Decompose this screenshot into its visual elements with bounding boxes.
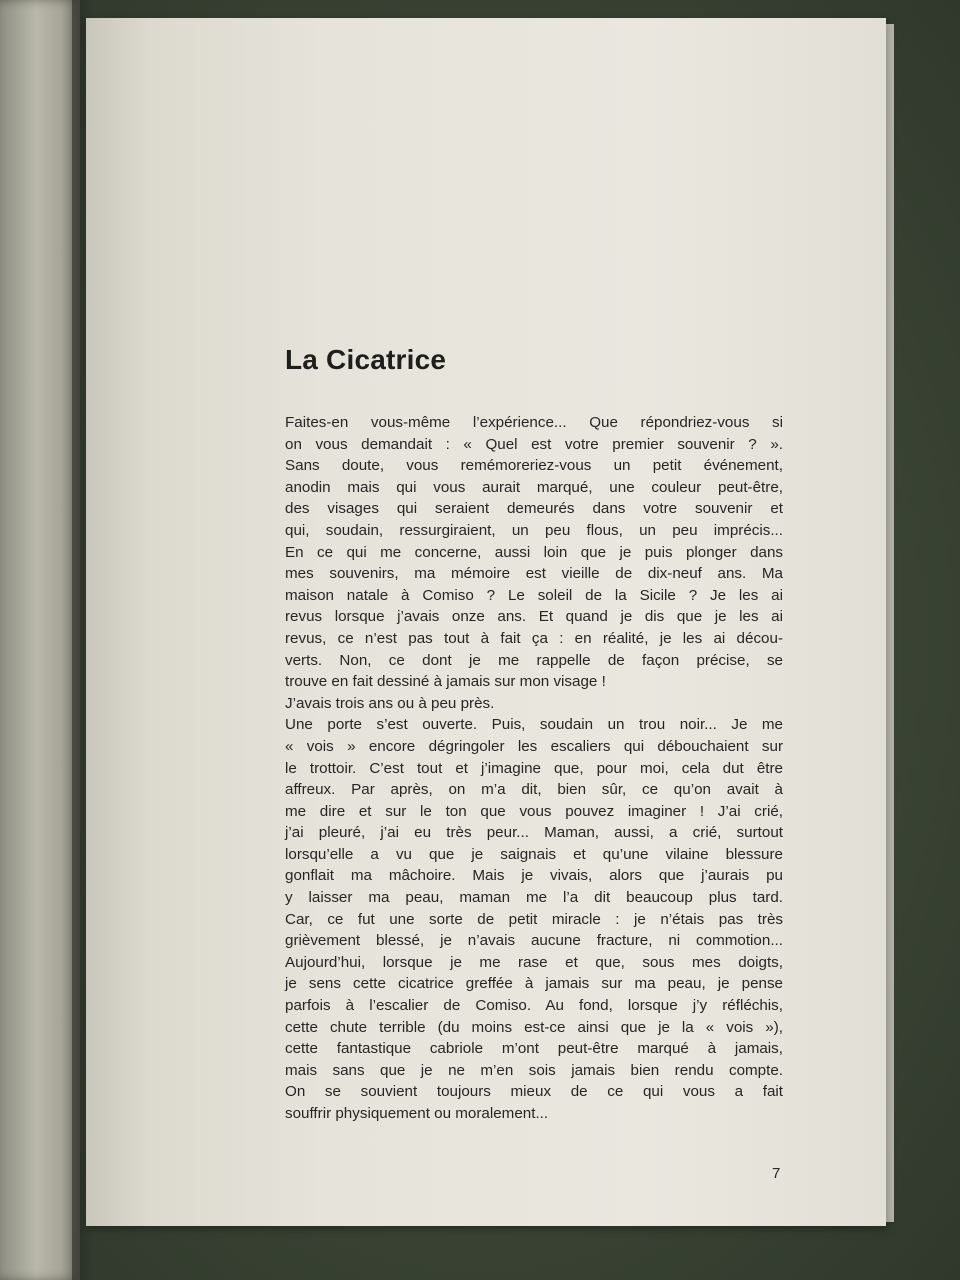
text-line: « vois » encore dégringoler les escaliers qui débouchaient sur (285, 737, 783, 755)
text-line: revus, ce n’est pas tout à fait ça : en réalité, je les ai décou- (285, 629, 783, 647)
text-line: cette fantastique cabriole m’ont peut-être marqué à jamais, (285, 1040, 783, 1058)
text-line: affreux. Par après, on m’a dit, bien sûr, ce qu’on avait à (285, 781, 783, 799)
text-line: je sens cette cicatrice greffée à jamais sur ma peau, je pense (285, 975, 783, 993)
text-line: maison natale à Comiso ? Le soleil de la Sicile ? Je les ai (285, 586, 783, 604)
text-line: me dire et sur le ton que vous pouvez imaginer ! J’ai crié, (285, 802, 783, 820)
text-line: J’avais trois ans ou à peu près. (285, 694, 495, 712)
text-line: cette chute terrible (du moins est-ce ainsi que je la « vois »), (285, 1018, 783, 1036)
text-line: Faites-en vous-même l’expérience... Que répondriez-vous si (285, 414, 783, 431)
text-line: j’ai pleuré, j’ai eu très peur... Maman, aussi, a crié, surtout (285, 824, 783, 842)
text-line: parfois à l’escalier de Comiso. Au fond, lorsque j’y réfléchis, (285, 997, 783, 1015)
text-line: Une porte s’est ouverte. Puis, soudain un trou noir... Je me (285, 716, 783, 734)
text-line: Sans doute, vous remémoreriez-vous un petit événement, (285, 457, 783, 475)
text-line: En ce qui me concerne, aussi loin que je puis plonger dans (285, 543, 783, 561)
text-line: anodin mais qui vous aurait marqué, une couleur peut-être, (285, 478, 783, 496)
text-line: mes souvenirs, ma mémoire est vieille de dix-neuf ans. Ma (285, 565, 783, 583)
text-line: souffrir physiquement ou moralement... (285, 1105, 549, 1122)
text-line: y laisser ma peau, maman me l’a dit beaucoup plus tard. (285, 889, 783, 907)
text-line: On se souvient toujours mieux de ce qui vous a fait (285, 1083, 783, 1101)
text-line: des visages qui seraient demeurés dans votre souvenir et (285, 500, 783, 518)
text-line: Aujourd’hui, lorsque je me rase et que, sous mes doigts, (285, 953, 783, 971)
body-text (285, 412, 783, 1125)
text-line: verts. Non, ce dont je me rappelle de façon précise, se (285, 651, 783, 669)
text-line: gonflait ma mâchoire. Mais je vivais, alors que j’aurais pu (285, 867, 783, 885)
text-line: mais sans que je ne m’en sois jamais bien rendu compte. (285, 1061, 783, 1079)
page-number: 7 (772, 1165, 781, 1182)
text-line: revus lorsque j’avais onze ans. Et quand je dis que je les ai (285, 608, 783, 626)
text-line: le trottoir. C’est tout et j’imagine que, pour moi, cela dut être (285, 759, 783, 777)
left-page (0, 0, 80, 1280)
text-line: on vous demandait : « Quel est votre premier souvenir ? ». (285, 435, 783, 453)
text-line: qui, soudain, ressurgiraient, un peu flous, un peu imprécis... (285, 521, 783, 539)
text-line: trouve en fait dessiné à jamais sur mon visage ! (285, 673, 606, 691)
text-line: lorsqu’elle a vu que je saignais et qu’une vilaine blessure (285, 845, 783, 863)
text-line: Car, ce fut une sorte de petit miracle : je n’étais pas très (285, 910, 783, 928)
chapter-title: La Cicatrice (285, 344, 447, 375)
text-line: grièvement blessé, je n’avais aucune fracture, ni commotion... (285, 932, 783, 950)
